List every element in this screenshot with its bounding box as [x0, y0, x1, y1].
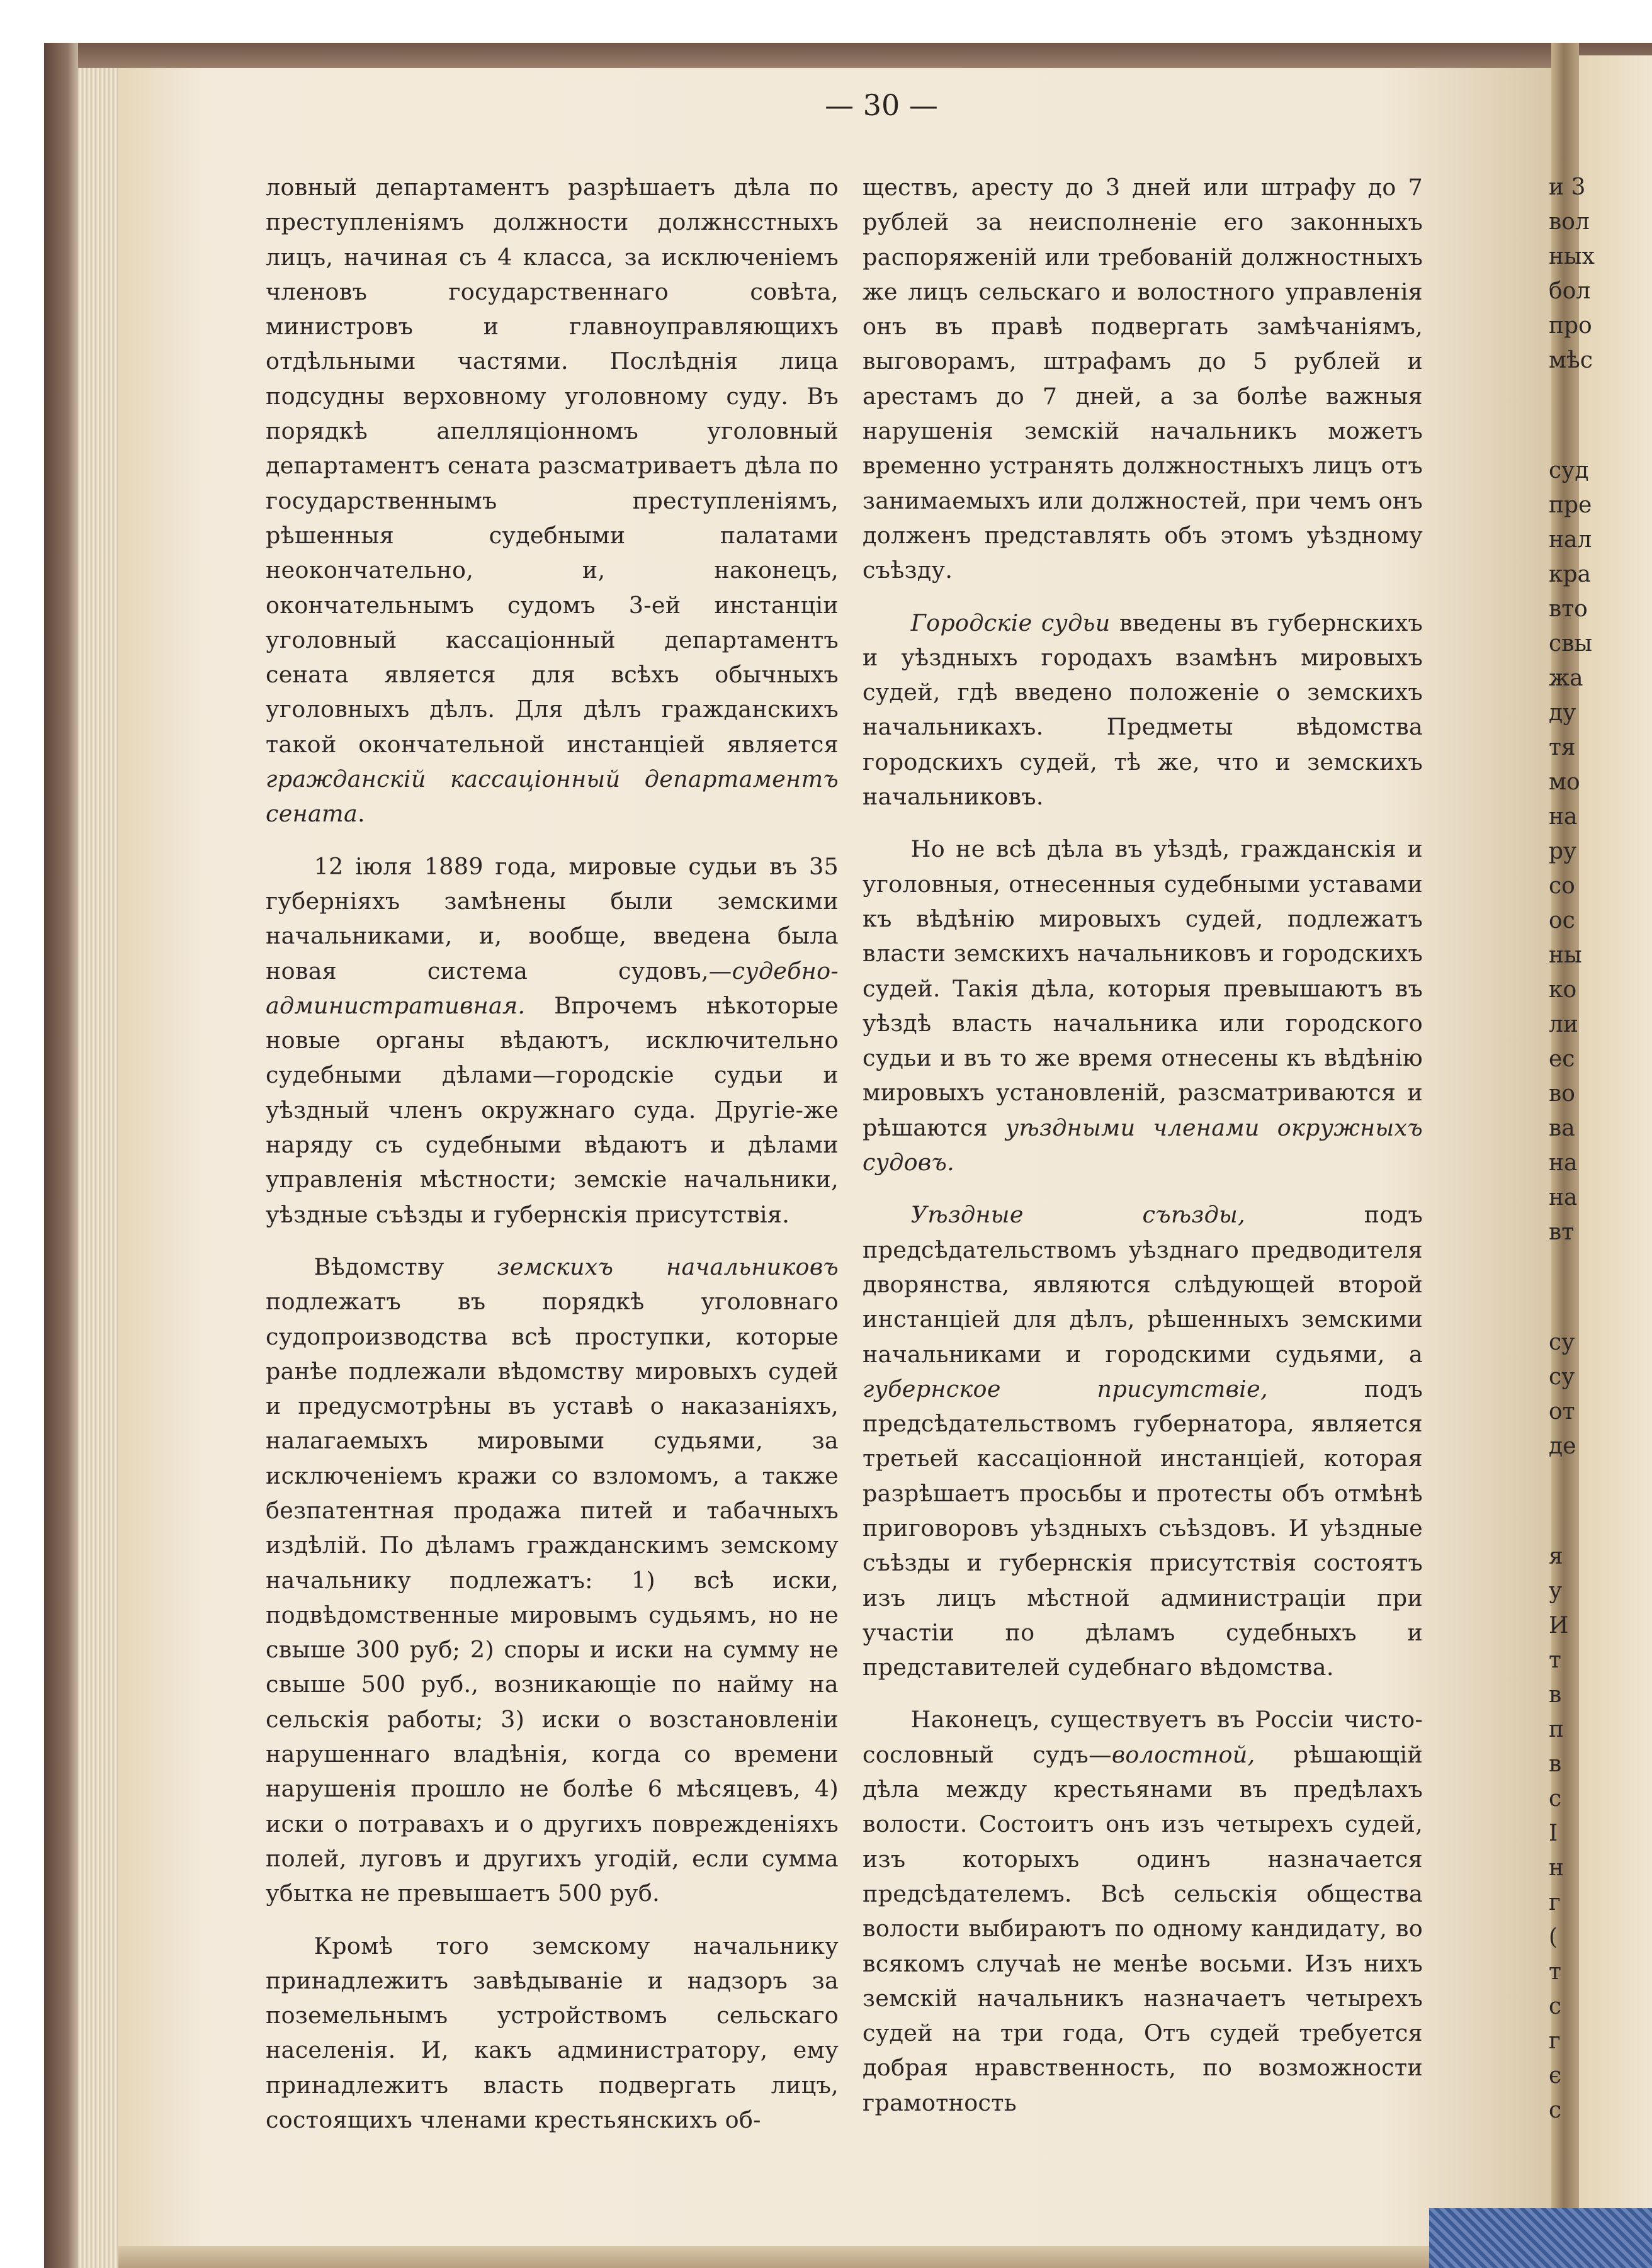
next-page-fragment: ны	[1549, 942, 1582, 968]
paragraph	[863, 1197, 1423, 1684]
next-page-fragment: ных	[1549, 244, 1595, 269]
paragraph	[266, 170, 839, 832]
next-page-fragment: є	[1549, 2063, 1562, 2089]
next-page-fragment: у	[1549, 1578, 1563, 1604]
next-page-fragment: мѣс	[1549, 347, 1593, 373]
book-cover-top	[44, 43, 1652, 68]
next-page-fragment: на	[1549, 1150, 1578, 1176]
next-page-fragment: вол	[1549, 209, 1590, 235]
italic-term: Уѣздные съѣзды,	[910, 1201, 1245, 1229]
paragraph-gap	[1549, 1250, 1605, 1325]
next-page-fragment: бол	[1549, 278, 1591, 304]
text-run: Впрочемъ нѣкоторые новые органы вѣдаютъ, исключительно судебными дѣлами—городскіе судьи и уѣздный членъ окружнаго суда. Другіе-же наряду съ судебными вѣдаютъ и дѣлами управленія мѣстности; земскіе начальники, уѣздные съѣзды и губернскія присутствія.	[266, 991, 839, 1228]
next-page-fragment: ру	[1549, 838, 1577, 864]
next-page-fragment: на	[1549, 804, 1578, 830]
next-page-fragment: п	[1549, 1717, 1564, 1742]
next-page-fragment: н	[1549, 1855, 1564, 1881]
next-page-fragment: г	[1549, 2028, 1561, 2054]
next-page-fragment: тя	[1549, 735, 1576, 760]
next-page-fragment: в	[1549, 1682, 1562, 1708]
text-run: подъ предсѣдательствомъ уѣзднаго предводителя дворянства, являются слѣдующей второй инстанціей для дѣлъ, рѣшенныхъ земскими начальниками и городскими судьями, а	[863, 1201, 1423, 1368]
next-page-fragment: пре	[1549, 492, 1592, 518]
cloth-background	[1429, 2208, 1652, 2268]
next-page-fragment: со	[1549, 873, 1575, 899]
next-page-fragment: су	[1549, 1329, 1575, 1355]
next-page-fragment: т	[1549, 1647, 1561, 1673]
next-page-fragment: на	[1549, 1185, 1578, 1210]
italic-term: Городскіе судьи	[910, 609, 1111, 636]
page-edges	[78, 68, 118, 2268]
book-cover-left	[44, 43, 78, 2268]
paragraph	[863, 832, 1423, 1180]
paragraph: Кромѣ того земскому начальнику принадлежитъ завѣдываніе и надзоръ за поземельнымъ устройствомъ сельскаго населенія. И, какъ администратору, ему принадлежитъ власть подвергать лицъ, состоящихъ членами крестьянскихъ об-	[266, 1932, 839, 2134]
next-page-fragment: т	[1549, 1959, 1561, 1985]
text-run: рѣшающій дѣла между крестьянами въ предѣлахъ волости. Состоитъ онъ изъ четырехъ судей, изъ которыхъ одинъ назначается предсѣдателемъ. Всѣ сельскія общества волости выбираютъ по одному кандидату, во всякомъ случаѣ не менѣе восьми. Изъ нихъ земскій начальникъ назначаетъ четырехъ судей на три года, Отъ судей требуется добрая нравственность, по возможности грамотность	[863, 1740, 1423, 2116]
paragraph	[266, 849, 839, 1232]
next-page-fragment: И	[1549, 1613, 1569, 1639]
next-page-fragment: с	[1549, 1786, 1562, 1812]
next-page-fragment: я	[1549, 1543, 1563, 1569]
right-text-column	[863, 170, 1423, 2138]
next-page-fragment: ос	[1549, 908, 1575, 934]
italic-term: губернское присутствіе,	[863, 1375, 1268, 1402]
next-page-fragment: І	[1549, 1820, 1558, 1846]
left-text-column	[266, 170, 839, 2155]
next-page-fragment: в	[1549, 1751, 1562, 1777]
next-page-fragment: свы	[1549, 631, 1593, 657]
next-page-fragment: ва	[1549, 1115, 1575, 1141]
next-page-fragment: с	[1549, 1994, 1562, 2019]
italic-term: судебно-административная.	[266, 957, 839, 1019]
paragraph-gap	[1549, 1464, 1605, 1539]
next-page-fragment: (	[1549, 1924, 1558, 1950]
text-run: введены въ губернскихъ и уѣздныхъ городахъ взамѣнъ мировыхъ судей, гдѣ введено положеніе о земскихъ начальникахъ. Предметы вѣдомства городскихъ судей, тѣ же, что и земскихъ начальниковъ.	[863, 609, 1423, 811]
paragraph	[863, 606, 1423, 815]
next-page-fragment: де	[1549, 1433, 1576, 1459]
next-page-fragment: с	[1549, 2097, 1562, 2123]
next-page-fragment: ко	[1549, 977, 1577, 1003]
paragraph	[863, 1702, 1423, 2120]
next-page-fragment: нал	[1549, 527, 1592, 553]
next-page-fragment: кра	[1549, 561, 1592, 587]
paragraph	[266, 1250, 839, 1911]
text-run: ловный департаментъ разрѣшаетъ дѣла по преступленіямъ должности должнсстныхъ лицъ, начиная съ 4 класса, за исключеніемъ членовъ государственнаго совѣта, министровъ и главноуправляющихъ отдѣльными частями. Послѣднія лица подсудны верховному уголовному суду. Въ порядкѣ апелляціонномъ уголовный департаментъ сената разсматриваетъ дѣла по государственнымъ преступленіямъ, рѣшенныя судебными палатами неокончательно, и, наконецъ, окончательнымъ судомъ 3-ей инстанціи уголовный кассаціонный департаментъ сената является для всѣхъ обычныхъ уголовныхъ дѣлъ. Для дѣлъ гражданскихъ такой окончательной инстанціей является	[266, 174, 839, 758]
next-page-fragment: и 3	[1549, 174, 1586, 200]
page-number: — 30 —	[825, 88, 938, 122]
next-page-fragment: ду	[1549, 700, 1576, 726]
text-run: .	[358, 800, 365, 828]
next-page-text-fragments	[1549, 170, 1605, 2128]
paragraph: ществъ, аресту до 3 дней или штрафу до 7 рублей за неисполненіе его законныхъ распоряженій или требованій должностныхъ же лицъ сельскаго и волостного управленія онъ въ правѣ подвергать замѣчаніямъ, выговорамъ, штрафамъ до 5 рублей и арестамъ до 7 дней, а за болѣе важныя нарушенія земскій начальникъ можетъ временно устранять должностныхъ лицъ отъ занимаемыхъ или должностей, при чемъ онъ долженъ представлять объ этомъ уѣздному съѣзду.	[863, 174, 1423, 584]
paragraph-gap	[1549, 378, 1605, 453]
next-page-fragment: ли	[1549, 1012, 1578, 1037]
next-page-fragment: суд	[1549, 458, 1589, 483]
text-run: Наконецъ, существуетъ въ Россіи чисто-сословный судъ—	[863, 1706, 1423, 1768]
next-page-fragment: су	[1549, 1364, 1575, 1390]
italic-term: гражданскій кассаціонный департаментъ сената	[266, 765, 839, 828]
page-bottom-edge	[118, 2246, 1440, 2268]
next-page-fragment: во	[1549, 1081, 1575, 1107]
next-page-fragment: ес	[1549, 1046, 1575, 1072]
next-page-fragment: жа	[1549, 665, 1583, 691]
italic-term: уѣздными членами окружныхъ судовъ.	[863, 1114, 1423, 1176]
italic-term: земскихъ начальниковъ	[497, 1253, 839, 1280]
italic-term: волостной,	[1111, 1740, 1255, 1768]
next-page-fragment: мо	[1549, 769, 1580, 795]
text-run: Вѣдомству	[314, 1253, 497, 1280]
text-run: 12 іюля 1889 года, мировые судьи въ 35 губерніяхъ замѣнены были земскими начальниками, и, вообще, введена была новая система судовъ,—	[266, 852, 839, 984]
next-page-fragment: про	[1549, 313, 1592, 339]
next-page-fragment: вт	[1549, 1219, 1575, 1245]
text-run: Но не всѣ дѣла въ уѣздѣ, гражданскія и уголовныя, отнесенныя судебными уставами къ вѣдѣнію мировыхъ судей, подлежатъ власти земскихъ начальниковъ и городскихъ судей. Такія дѣла, которыя превышаютъ въ уѣздѣ власть начальника или городского судьи и въ то же время отнесены къ вѣдѣнію мировыхъ установленій, разсматриваются и рѣшаются	[863, 835, 1423, 1141]
text-run: подлежатъ въ порядкѣ уголовнаго судопроизводства всѣ проступки, которые ранѣе подлежали вѣдомству мировыхъ судей и предусмотрѣны въ уставѣ о наказаніяхъ, налагаемыхъ мировыми судьями, за исключеніемъ кражи со взломомъ, а также безпатентная продажа питей и табачныхъ издѣлій. По дѣламъ гражданскимъ земскому начальнику подлежатъ: 1) всѣ иски, подвѣдомственные мировымъ судьямъ, но не свыше 300 руб; 2) споры и иски на сумму не свыше 500 руб., возникающіе по найму на сельскія работы; 3) иски о возстановленіи нарушеннаго владѣнія, когда со времени нарушенія прошло не болѣе 6 мѣсяцевъ, 4) иски о потравахъ и о другихъ повреждeніяхъ полей, луговъ и другихъ угодій, если сумма убытка не превышаетъ 500 руб.	[266, 1288, 839, 1907]
next-page-fragment: вто	[1549, 596, 1588, 622]
text-run: подъ предсѣдательствомъ губернатора, является третьей кассаціонной инстанціей, которая разрѣшаетъ просьбы и протесты объ отмѣнѣ приговоровъ уѣздныхъ съѣздовъ. И уѣздные съѣзды и губернскія присутствія состоятъ изъ лицъ мѣстной администраціи при участіи по дѣламъ судебныхъ и представителей судебнаго вѣдомства.	[863, 1375, 1423, 1681]
next-page-fragment: от	[1549, 1399, 1575, 1425]
next-page-fragment: г	[1549, 1890, 1561, 1915]
